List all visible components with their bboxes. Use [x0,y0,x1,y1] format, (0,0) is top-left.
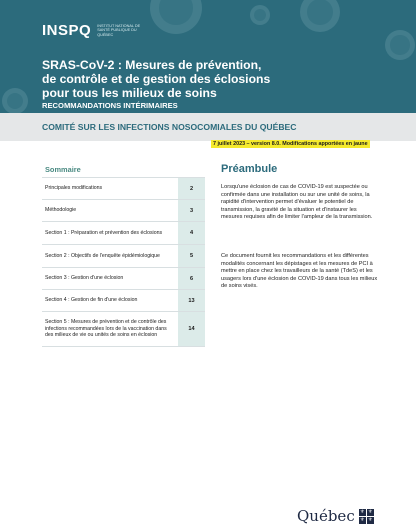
toc-label: Principales modifications [45,185,103,192]
toc-row[interactable] [42,177,205,199]
toc-row[interactable] [42,221,205,244]
inspq-logo [42,22,141,39]
toc-label: Méthodologie [45,207,77,214]
title-line: pour tous les milieux de soins [42,86,217,101]
virus-illustration [300,0,340,32]
virus-illustration [150,0,202,34]
toc-page: 13 [178,290,205,311]
toc-page: 3 [178,200,205,221]
document-subtitle: RECOMMANDATIONS INTÉRIMAIRES [42,101,178,110]
toc-page: 5 [178,245,205,267]
virus-illustration [250,5,270,25]
table-of-contents [42,177,205,347]
quebec-wordmark: Québec [297,507,355,525]
toc-row[interactable] [42,199,205,221]
toc-page: 4 [178,222,205,244]
quebec-logo [297,507,374,525]
cover-header [0,0,416,113]
toc-label: Section 5 : Mesures de prévention et de contrôle des infections recommandées lors de la vaccination dans des milieux de vie ou unités de soins en éclosion [45,319,167,339]
virus-illustration [385,30,415,60]
toc-label: Section 4 : Gestion de fin d'une éclosion [45,297,138,304]
document-title [42,58,372,101]
sommaire-title: Sommaire [45,165,81,174]
logo-institute: INSTITUT NATIONAL DE SANTÉ PUBLIQUE DU QUÉBEC [97,23,141,37]
version-note: 7 juillet 2023 – version 8.0. Modifications apportées en jaune [213,141,368,147]
committee-name: COMITÉ SUR LES INFECTIONS NOSOCOMIALES DU QUÉBEC [42,122,297,132]
title-line: de contrôle et de gestion des éclosions [42,72,271,87]
toc-label: Section 3 : Gestion d'une éclosion [45,275,124,282]
toc-page: 2 [178,178,205,199]
toc-row[interactable] [42,311,205,347]
preambule-paragraph: Lorsqu'une éclosion de cas de COVID-19 est suspectée ou confirmée dans une installation ou sur une unité de soins, la rapidité d'intervention permet d'évaluer le potentiel de transmission, la gravité de la situation et d'instaurer les mesures requises afin de limiter l'ampleur de la transmission. [221,184,373,221]
toc-page: 6 [178,268,205,289]
toc-row[interactable] [42,244,205,267]
toc-row[interactable] [42,289,205,311]
toc-page: 14 [178,312,205,346]
preambule-paragraph: Ce document fournit les recommandations et les différentes modalités concernant les dépistages et les mesures de PCI à mettre en place chez les travailleurs de la santé (TdeS) et les usagers lors d'une éclosion de COVID-19 dans tous les milieux de soins visés. [221,253,378,290]
preambule-title: Préambule [221,163,278,175]
fleur-de-lis-flag-icon: ⚜ ⚜ ⚜ ⚜ [359,508,373,523]
toc-row[interactable] [42,267,205,289]
title-line: SRAS-CoV-2 : Mesures de prévention, [42,58,262,72]
toc-label: Section 2 : Objectifs de l'enquête épidémiologique [45,252,160,259]
logo-text: INSPQ [42,22,92,39]
toc-label: Section 1 : Préparation et prévention des éclosions [45,229,163,236]
virus-illustration [2,88,28,113]
